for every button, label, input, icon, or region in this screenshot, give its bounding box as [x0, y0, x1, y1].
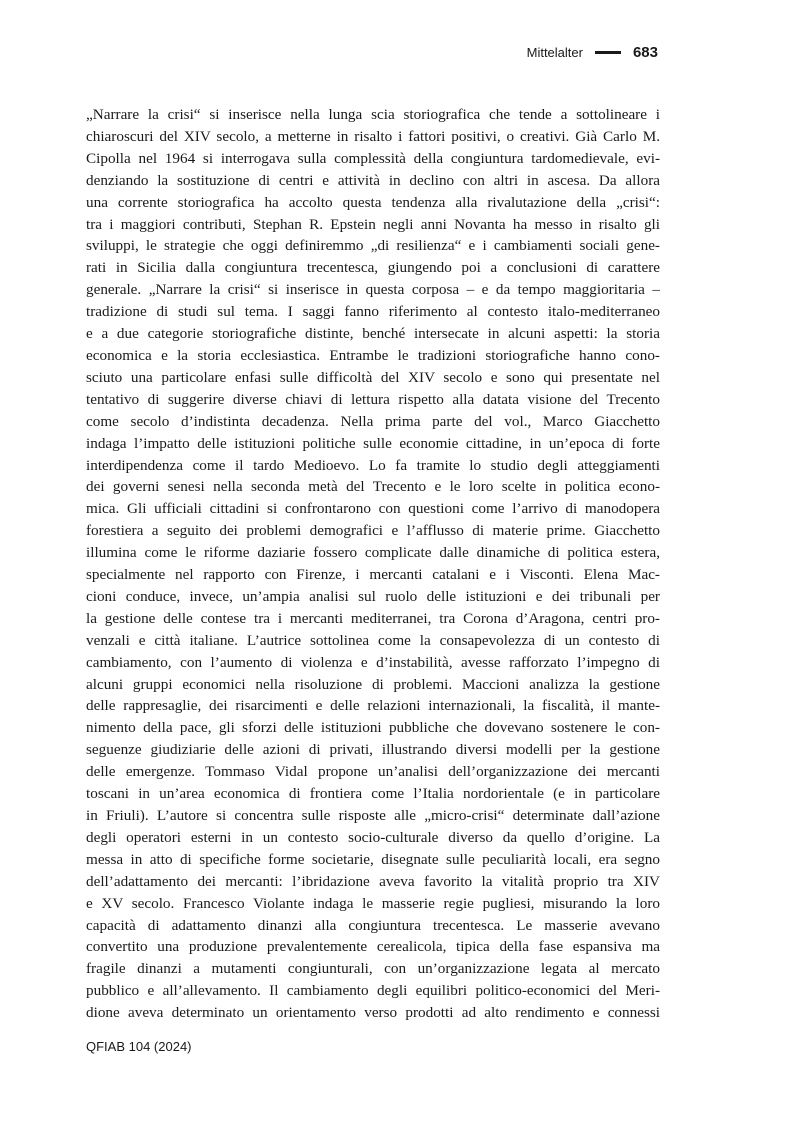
text-line: interdipendenza come il tardo Medioevo. Lo fa tramite lo studio degli atteggiamenti [86, 456, 660, 474]
text-line: tradizione di studi sul tema. I saggi fanno riferimento al contesto italo-mediterraneo [86, 303, 660, 321]
text-line: fragile dinanzi a mutamenti congiunturali, con un’organizzazione legata al mercato [86, 960, 660, 978]
text-line: tentativo di suggerire diverse chiavi di lettura rispetto alla datata visione del Trecento [86, 390, 660, 408]
text-line: sviluppi, le strategie che oggi definiremmo „di resilienza“ e i cambiamenti sociali gene- [86, 237, 660, 255]
text-line: delle emergenze. Tommaso Vidal propone un’analisi dell’organizzazione dei mercanti [86, 763, 660, 781]
text-line: sciuto una particolare enfasi sulle difficoltà del XIV secolo e sono qui presentate nel [86, 368, 660, 386]
text-line: venzali e città italiane. L’autrice sottolinea come la consapevolezza di un contesto di [86, 631, 660, 649]
text-line: Cipolla nel 1964 si interrogava sulla complessità della congiuntura tardomedievale, evi- [86, 149, 660, 167]
text-line: una corrente storiografica ha accolto questa tendenza alla rivalutazione della „crisi“: [86, 193, 660, 211]
text-line: cambiamento, con l’aumento di violenza e d’instabilità, avesse rafforzato l’impegno di [86, 653, 660, 671]
text-line: illumina come le riforme daziarie fossero complicate dalle dinamiche di politica estera, [86, 544, 660, 562]
review-text [86, 104, 660, 1024]
text-line: in Friuli). L’autore si concentra sulle risposte alle „micro-crisi“ determinate dall’azione [86, 807, 660, 824]
text-line: dione aveva determinato un orientamento verso prodotti ad alto rendimento e connessi [86, 1004, 660, 1022]
text-line: come secolo d’indistinta decadenza. Nella prima parte del vol., Marco Giacchetto [86, 412, 660, 430]
text-line: e XV secolo. Francesco Violante indaga le masserie regie pugliesi, misurando la loro [86, 894, 660, 912]
text-line: specialmente nel rapporto con Firenze, i mercanti catalani e i Visconti. Elena Mac- [86, 566, 660, 584]
text-line: tra i maggiori contributi, Stephan R. Epstein negli anni Novanta ha messo in risalto gli [86, 215, 660, 233]
text-line: degli operatori esterni in un contesto socio-culturale diverso da quello d’origine. La [86, 828, 660, 846]
running-head [527, 44, 658, 61]
text-line: e a due categorie storiografiche distinte, benché intersecate in alcuni aspetti: la storia [86, 325, 660, 343]
text-line: alcuni gruppi economici nella risoluzione di problemi. Maccioni analizza la gestione [86, 675, 660, 693]
text-line: mica. Gli ufficiali cittadini si confrontarono con questioni come l’arrivo di manodopera [86, 500, 660, 518]
text-line: „Narrare la crisi“ si inserisce nella lunga scia storiografica che tende a sottolineare i [86, 106, 660, 123]
text-line: capacità di adattamento dinanzi alla congiuntura trecentesca. Le masserie avevano [86, 916, 660, 934]
text-line: convertito una produzione prevalentemente cerealicola, tipica della fase espansiva ma [86, 938, 660, 956]
text-line: chiaroscuri del XIV secolo, a metterne in risalto i fattori positivi, o creativi. Già Carlo M. [86, 127, 660, 145]
text-line: forestiera a seguito dei problemi demografici e l’afflusso di materie prime. Giacchetto [86, 522, 660, 540]
text-line: dell’adattamento dei mercanti: l’ibridazione aveva favorito la vitalità proprio tra XIV [86, 872, 660, 890]
text-line: la gestione delle contese tra i mercanti mediterranei, tra Corona d’Aragona, centri pro- [86, 609, 660, 627]
text-line: economica e la storia ecclesiastica. Entrambe le tradizioni storiografiche hanno cono- [86, 346, 660, 364]
running-head-rule [595, 51, 621, 54]
text-line: rati in Sicilia dalla congiuntura trecentesca, giungendo poi a conclusioni di carattere [86, 259, 660, 277]
text-line: toscani in un’area economica di frontiera come l’Italia nordorientale (e in particolare [86, 785, 660, 803]
text-line: pubblico e all’allevamento. Il cambiamento degli equilibri politico-economici del Meri- [86, 982, 660, 1000]
text-line: indaga l’impatto delle istituzioni politiche sulle economie cittadine, in un’epoca di forte [86, 434, 660, 452]
text-line: generale. „Narrare la crisi“ si inserisce in questa corposa – e da tempo maggioritaria – [86, 281, 660, 299]
text-line: nimento della pace, gli sforzi delle istituzioni pubbliche che dovevano sostenere le con- [86, 719, 660, 737]
page-number: 683 [632, 44, 658, 61]
text-line: dei governi senesi nella seconda metà del Trecento e le loro scelte in politica econo- [86, 478, 660, 496]
text-line: delle rappresaglie, dei risarcimenti e delle relazioni internazionali, la fiscalità, il mante- [86, 697, 660, 715]
journal-footer: QFIAB 104 (2024) [86, 1039, 192, 1054]
text-line: cioni conduce, invece, un’ampia analisi sul ruolo delle istituzioni e dei tribunali per [86, 587, 660, 605]
running-head-section: Mittelalter [526, 45, 583, 60]
text-line: seguenze giudiziarie delle azioni di privati, illustrando diversi modelli per la gestione [86, 741, 660, 759]
text-line: messa in atto di specifiche forme societarie, disegnate sulle peculiarità locali, era segno [86, 850, 660, 868]
text-line: denziando la sostituzione di centri e attività in declino con altri in ascesa. Da allora [86, 171, 660, 189]
